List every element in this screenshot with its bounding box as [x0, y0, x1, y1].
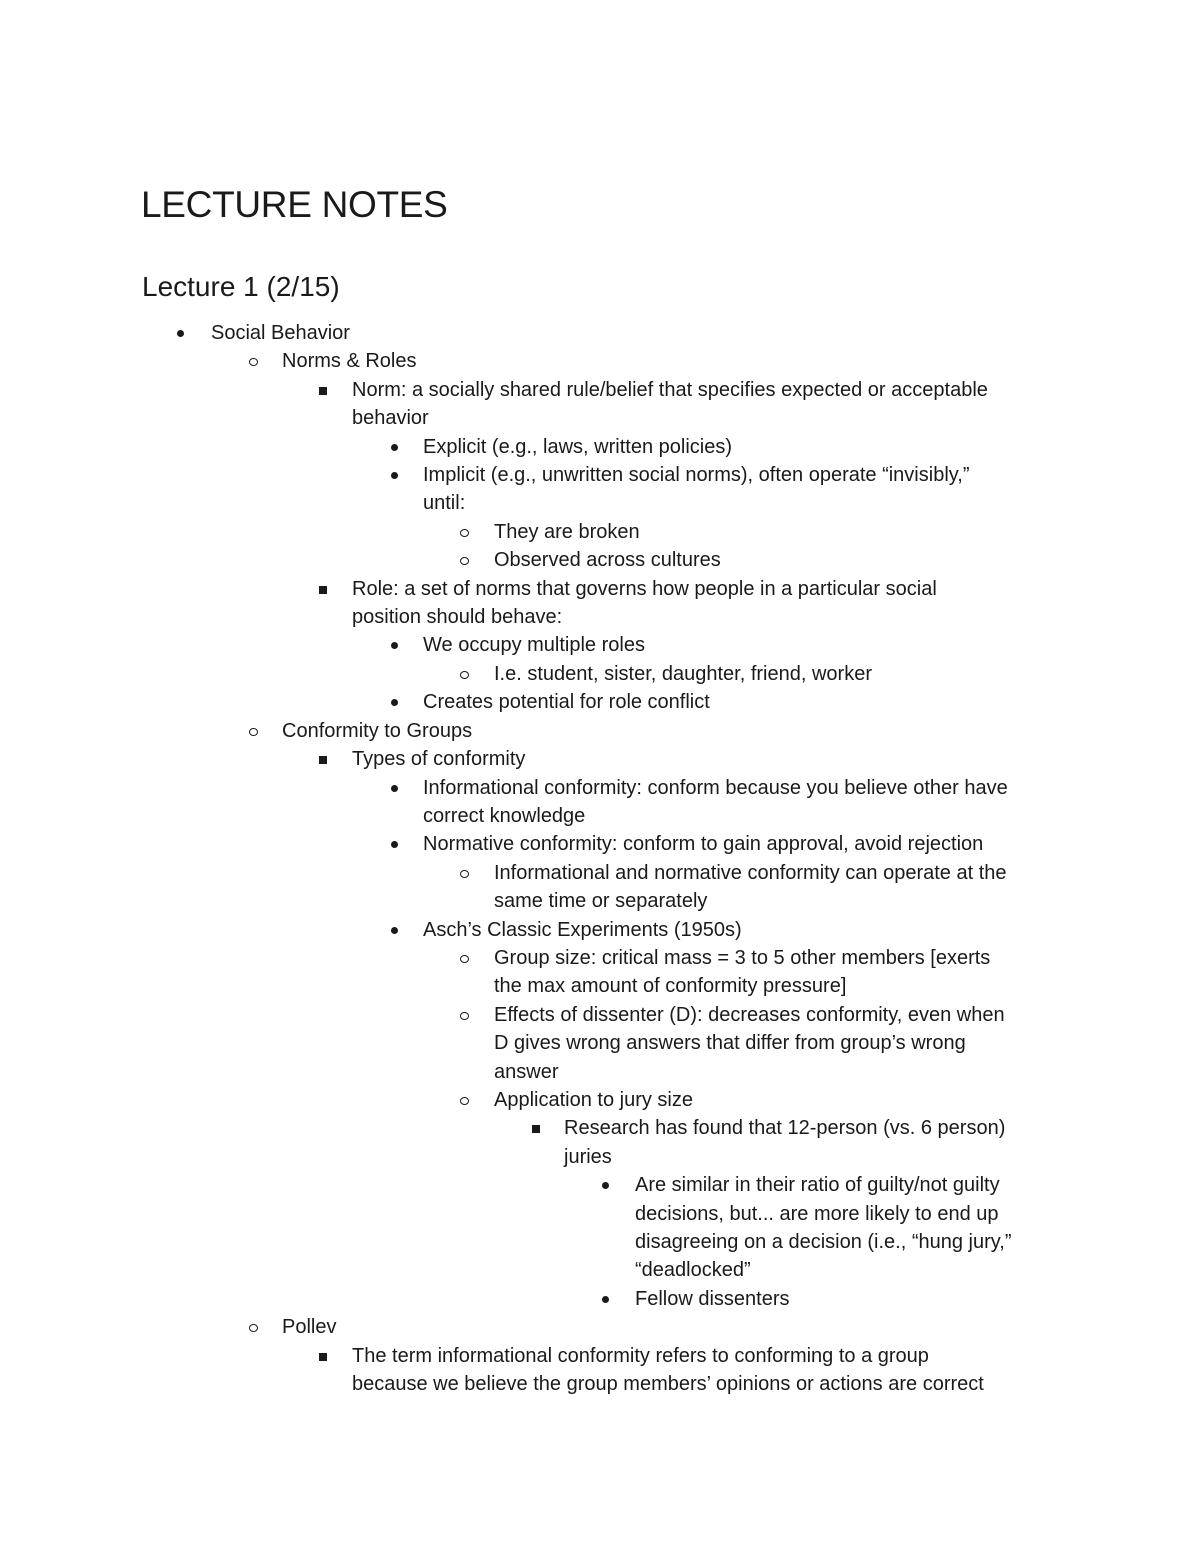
- list-item-text: Observed across cultures: [494, 549, 721, 572]
- list-item-text: Group size: critical mass = 3 to 5 other members [exerts: [494, 946, 991, 969]
- list-item-text: Social Behavior: [211, 322, 350, 344]
- list-item: [0, 717, 1200, 745]
- list-item-text: Implicit (e.g., unwritten social norms), often operate “invisibly,”: [423, 464, 970, 487]
- page-title: LECTURE NOTES: [141, 184, 448, 225]
- lecture-heading: Lecture 1 (2/15): [142, 271, 340, 302]
- list-item-text: Creates potential for role conflict: [423, 691, 710, 714]
- circle-bullet-icon: [460, 1012, 469, 1020]
- disc-bullet-icon: [177, 330, 184, 337]
- list-item: [0, 433, 1200, 461]
- list-item-text: because we believe the group members’ opinions or actions are correct: [352, 1373, 984, 1396]
- list-item-text: Role: a set of norms that governs how people in a particular social: [352, 577, 937, 600]
- list-item: [0, 1200, 1200, 1228]
- circle-bullet-icon: [249, 728, 258, 736]
- list-item: [0, 461, 1200, 489]
- list-item: [0, 660, 1200, 688]
- list-item-text: Normative conformity: conform to gain approval, avoid rejection: [423, 833, 984, 856]
- list-item-text: Norms & Roles: [282, 350, 417, 373]
- list-item: [0, 631, 1200, 659]
- list-item-text: D gives wrong answers that differ from group’s wrong: [494, 1032, 966, 1055]
- list-item-text: “deadlocked”: [635, 1259, 751, 1282]
- disc-bullet-icon: [391, 699, 398, 706]
- circle-bullet-icon: [249, 358, 258, 366]
- circle-bullet-icon: [460, 529, 469, 537]
- list-item-text: Explicit (e.g., laws, written policies): [423, 435, 732, 458]
- circle-bullet-icon: [460, 955, 469, 963]
- list-item: [0, 1342, 1200, 1370]
- circle-bullet-icon: [460, 870, 469, 878]
- circle-bullet-icon: [460, 557, 469, 565]
- list-item: [0, 518, 1200, 546]
- list-item: [0, 1228, 1200, 1256]
- list-item: [0, 319, 1200, 347]
- disc-bullet-icon: [391, 927, 398, 934]
- list-item: [0, 745, 1200, 773]
- list-item-text: Application to jury size: [494, 1088, 693, 1111]
- list-item-text: disagreeing on a decision (i.e., “hung jury,”: [635, 1231, 1012, 1253]
- list-item-text: Informational and normative conformity can operate at the: [494, 861, 1007, 884]
- list-item-text: Research has found that 12-person (vs. 6 person): [564, 1117, 1006, 1140]
- list-item-text: Types of conformity: [352, 748, 526, 771]
- list-item-text: position should behave:: [352, 606, 563, 629]
- list-item-text: decisions, but... are more likely to end up: [635, 1202, 999, 1225]
- list-item-text: the max amount of conformity pressure]: [494, 975, 847, 998]
- list-item: [0, 1256, 1200, 1284]
- list-item: [0, 1313, 1200, 1341]
- disc-bullet-icon: [391, 841, 398, 848]
- list-item: [0, 376, 1200, 404]
- list-item: [0, 575, 1200, 603]
- list-item: [0, 1001, 1200, 1029]
- list-item-text: Norm: a socially shared rule/belief that specifies expected or acceptable: [352, 378, 988, 401]
- list-item-text: They are broken: [494, 520, 640, 543]
- square-bullet-icon: [319, 1353, 327, 1361]
- list-item: [0, 1285, 1200, 1313]
- circle-bullet-icon: [249, 1324, 258, 1332]
- list-item-text: We occupy multiple roles: [423, 634, 645, 657]
- disc-bullet-icon: [391, 472, 398, 479]
- list-item-text: Conformity to Groups: [282, 719, 473, 742]
- list-item: [0, 1058, 1200, 1086]
- disc-bullet-icon: [391, 785, 398, 792]
- list-item: [0, 944, 1200, 972]
- list-item-text: Effects of dissenter (D): decreases conformity, even when: [494, 1003, 1005, 1026]
- circle-bullet-icon: [460, 1097, 469, 1105]
- list-item-text: answer: [494, 1060, 559, 1083]
- list-item: [0, 1171, 1200, 1199]
- square-bullet-icon: [532, 1125, 540, 1133]
- list-item: [0, 489, 1200, 517]
- list-item-text: behavior: [352, 407, 429, 430]
- list-item-text: Informational conformity: conform because you believe other have: [423, 776, 1008, 799]
- list-item-text: Pollev: [282, 1316, 337, 1339]
- list-item: [0, 830, 1200, 858]
- list-item: [0, 404, 1200, 432]
- square-bullet-icon: [319, 387, 327, 395]
- list-item: [0, 774, 1200, 802]
- list-item: [0, 1370, 1200, 1398]
- list-item: [0, 887, 1200, 915]
- list-item: [0, 603, 1200, 631]
- disc-bullet-icon: [391, 444, 398, 451]
- list-item: [0, 546, 1200, 574]
- list-item-text: juries: [564, 1145, 612, 1168]
- list-item: [0, 347, 1200, 375]
- square-bullet-icon: [319, 756, 327, 764]
- list-item: [0, 1086, 1200, 1114]
- list-item-text: until:: [423, 492, 466, 515]
- list-item-text: Are similar in their ratio of guilty/not guilty: [635, 1174, 1000, 1197]
- list-item: [0, 972, 1200, 1000]
- list-item: [0, 859, 1200, 887]
- disc-bullet-icon: [602, 1182, 609, 1189]
- circle-bullet-icon: [460, 671, 469, 679]
- list-item-text: same time or separately: [494, 890, 708, 913]
- square-bullet-icon: [319, 586, 327, 594]
- list-item-text: Fellow dissenters: [635, 1287, 790, 1310]
- list-item-text: The term informational conformity refers to conforming to a group: [352, 1344, 929, 1367]
- notes-list: [0, 319, 1200, 1398]
- list-item: [0, 1143, 1200, 1171]
- list-item-text: Asch’s Classic Experiments (1950s): [423, 918, 742, 941]
- disc-bullet-icon: [602, 1296, 609, 1303]
- list-item: [0, 916, 1200, 944]
- list-item: [0, 1029, 1200, 1057]
- list-item: [0, 688, 1200, 716]
- list-item: [0, 802, 1200, 830]
- list-item-text: correct knowledge: [423, 804, 586, 827]
- disc-bullet-icon: [391, 642, 398, 649]
- list-item: [0, 1114, 1200, 1142]
- list-item-text: I.e. student, sister, daughter, friend, worker: [494, 662, 872, 685]
